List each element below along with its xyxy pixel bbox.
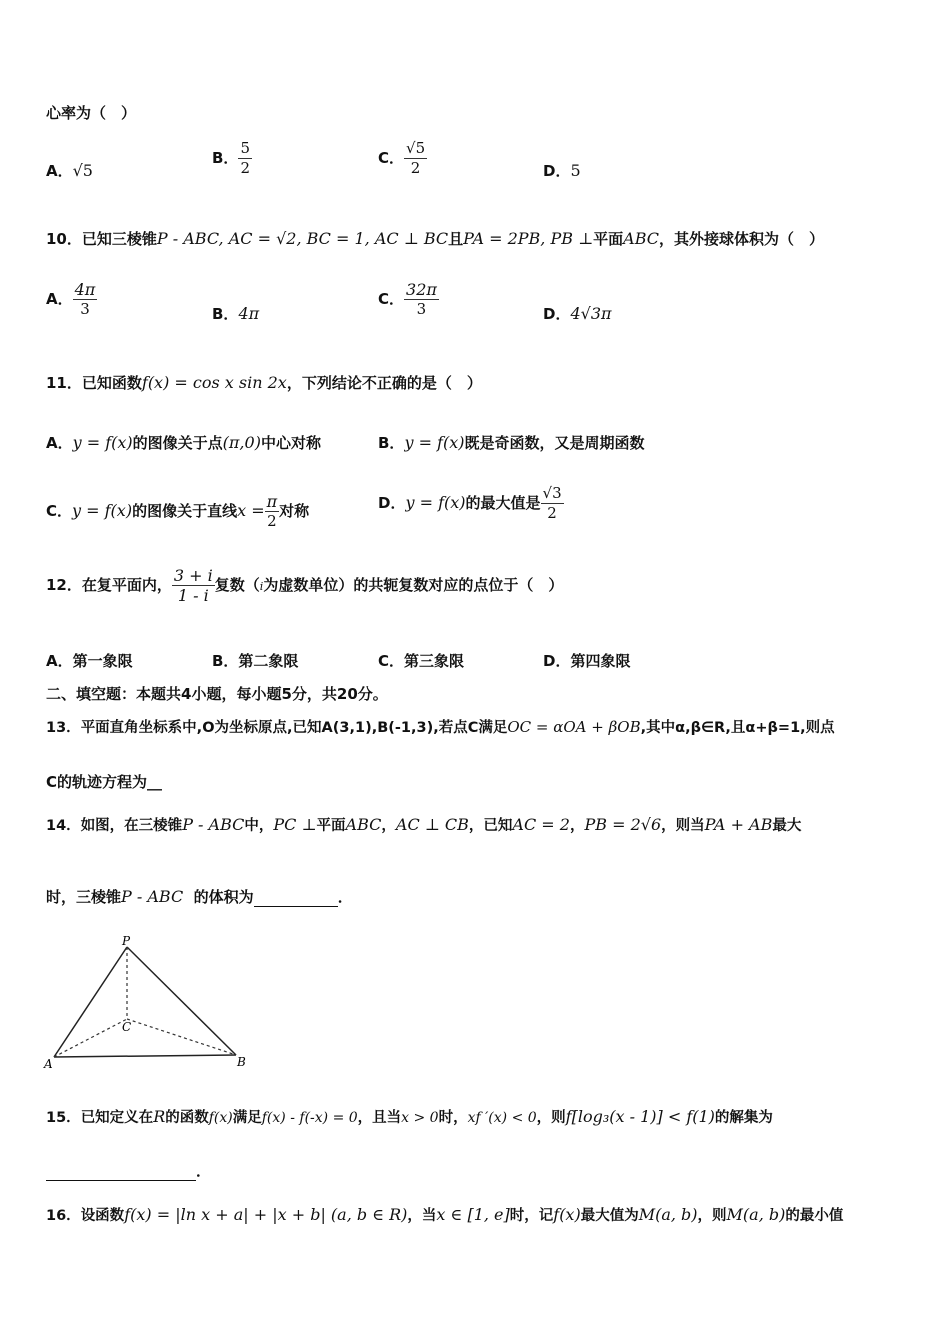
edge-ab [54, 1055, 236, 1057]
q12-option-d: D．第四象限 [543, 652, 631, 670]
q14-line2: 时，三棱锥P - ABC 的体积为 ． [46, 887, 353, 906]
answer-blank[interactable] [46, 1162, 196, 1181]
edge-pa [54, 947, 127, 1057]
label-a: A [44, 1057, 53, 1071]
q16-stem: 16．设函数f(x) = |ln x + a| + |x + b| (a, b ∈ R)，当x ∈ [1, e]时，记f(x)最大值为M(a, b)，则M(a, b)的最小值 [46, 1205, 844, 1224]
q10-stem: 10．已知三棱锥P - ABC, AC = √2, BC = 1, AC ⊥ BC且PA = 2PB, PB ⊥平面ABC，其外接球体积为（ ） [46, 229, 825, 248]
q12-option-c: C．第三象限 [378, 652, 465, 670]
q11-option-b: B．y = f(x)既是奇函数，又是周期函数 [378, 433, 645, 452]
label-p: P [122, 934, 131, 948]
q9-option-c: C． $\frac{√5}{2}$ [378, 139, 426, 177]
answer-blank[interactable] [254, 888, 338, 907]
q9-option-b: B． $\frac{5}{2}$ [212, 139, 250, 177]
q11-option-a: A．y = f(x)的图像关于点(π,0)中心对称 [46, 433, 321, 452]
edge-pb [127, 947, 236, 1055]
q10-option-c: C． $\frac{32\pi}{3}$ [378, 280, 437, 318]
q11-option-c: C．y = f(x)的图像关于直线x = $\frac{\pi}{2}$ 对称 [46, 492, 310, 530]
edge-ac [54, 1019, 127, 1057]
q9-option-a: A．√5 [46, 161, 93, 180]
pyramid-figure [40, 930, 260, 1075]
q13-stem: 13．平面直角坐标系中,O为坐标原点,已知A(3,1),B(-1,3),若点C满足OC = αOA + βOB,其中α,β∈R,且α+β=1,则点 [46, 718, 835, 736]
q14-stem: 14．如图，在三棱锥P - ABC中，PC ⊥平面ABC，AC ⊥ CB，已知AC = 2，PB = 2√6，则当PA + AB最大 [46, 815, 802, 834]
q15-line2: ． [46, 1160, 211, 1181]
q9-stem-tail: 心率为（ ） [46, 104, 137, 122]
q11-option-d: D．y = f(x)的最大值是 $\frac{√3}{2}$ [378, 484, 562, 522]
q12-option-b: B．第二象限 [212, 652, 299, 670]
q10-option-b: B．4π [212, 304, 260, 323]
q15-stem: 15．已知定义在R的函数f(x)满足f(x) - f(-x) = 0，且当x > 0时，xf ′(x) < 0，则f[log₃(x - 1)] < f(1)的解集为 [46, 1107, 773, 1126]
section-heading: 二、填空题：本题共4小题，每小题5分，共20分。 [46, 685, 388, 703]
label-c: C [122, 1020, 132, 1034]
label-b: B [237, 1055, 246, 1069]
q13-line2: C的轨迹方程为__ [46, 773, 163, 791]
q10-option-d: D．4√3π [543, 304, 612, 323]
q9-option-d: D．5 [543, 161, 581, 180]
edge-cb [127, 1019, 236, 1055]
q10-option-a: A． $\frac{4\pi}{3}$ [46, 280, 96, 318]
q12-stem: 12．在复平面内， $\frac{3 + i}{1 - i}$ 复数（i为虚数单位）的共轭复数对应的点位于（ ） [46, 566, 564, 605]
q11-stem: 11．已知函数f(x) = cos x sin 2x，下列结论不正确的是（ ） [46, 373, 482, 392]
q12-option-a: A．第一象限 [46, 652, 133, 670]
